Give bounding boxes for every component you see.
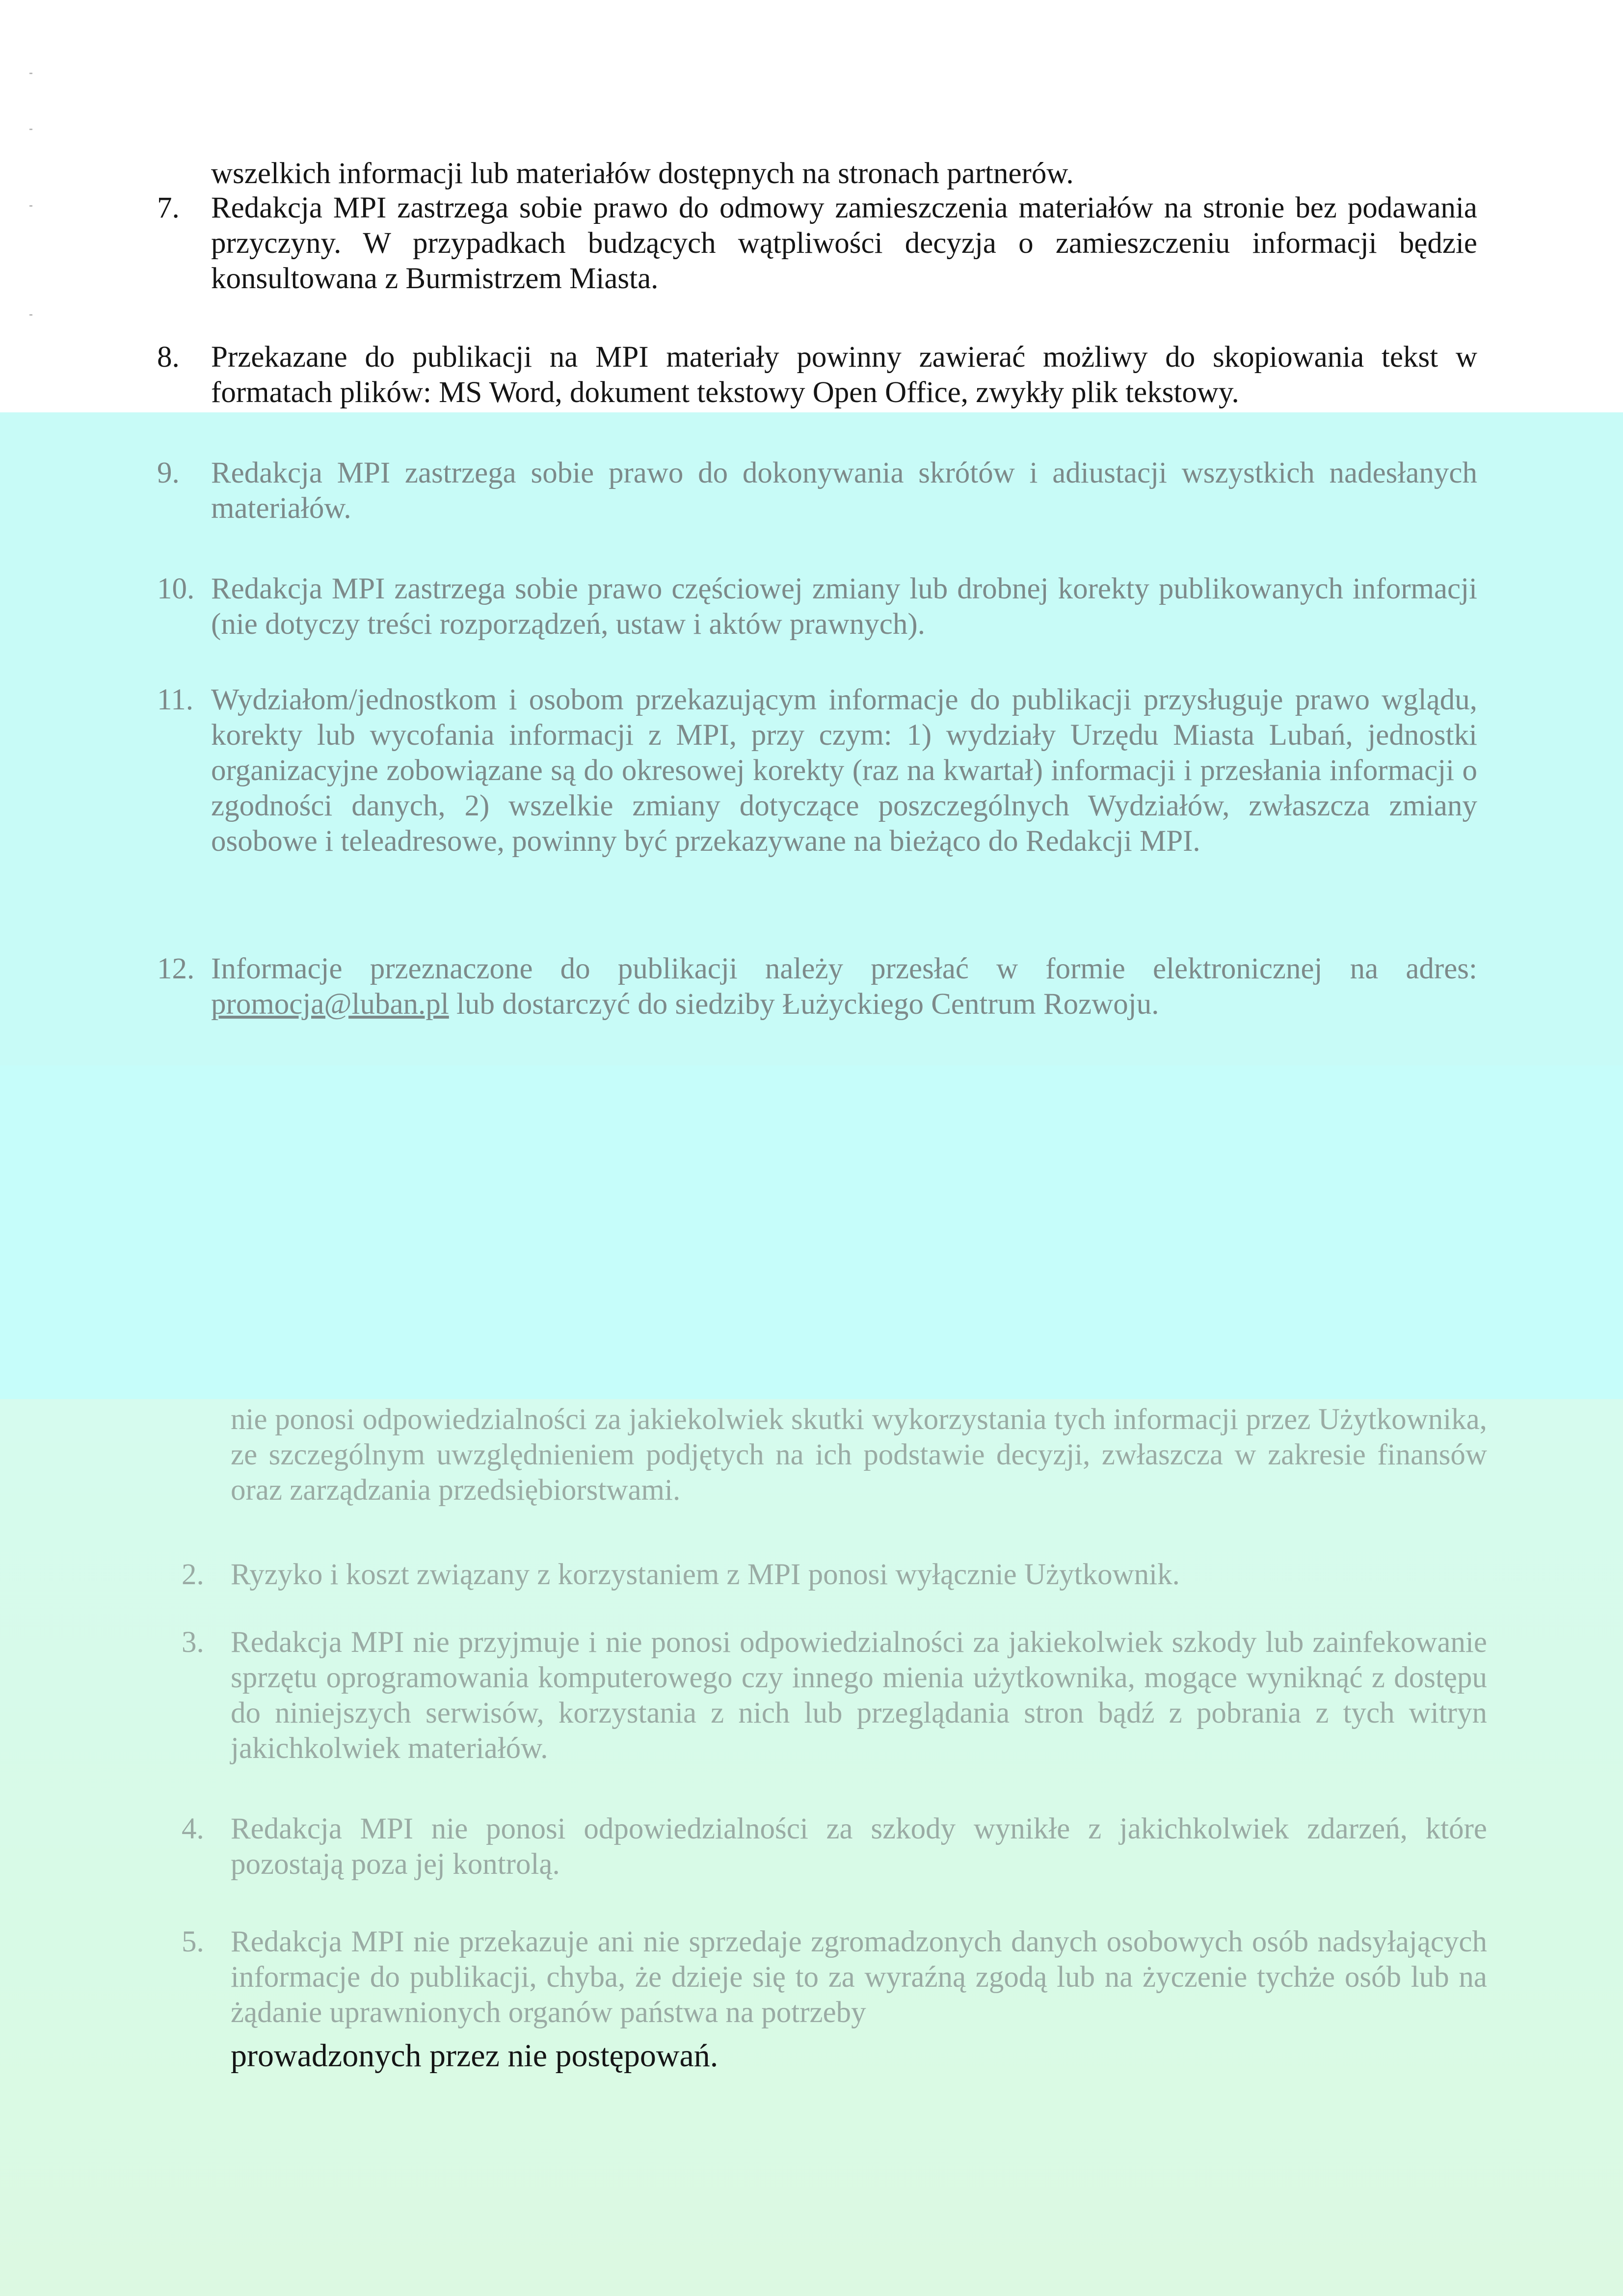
item-number: 3. (182, 1626, 204, 1659)
item-text: Redakcja MPI zastrzega sobie prawo częściowej zmiany lub drobnej korekty publikowanych informacji (nie dotyczy treści rozporządzeń, ustaw i aktów prawnych). (211, 572, 1477, 641)
item-number: 4. (182, 1812, 204, 1845)
list-item (157, 340, 1477, 418)
item-text: Redakcja MPI nie przyjmuje i nie ponosi odpowiedzialności za jakiekolwiek szkody lub zainfekowanie sprzętu oprogramowania komputerowego czy innego mienia użytkownika, mogące wyniknąć z dostępu do niniejszych serwisów, korzystania z nich lub przeglądania stron bądź z pobrania z tych witryn jakichkolwiek materiałów. (231, 1626, 1487, 1765)
list-item (182, 1557, 1487, 1601)
email-link[interactable]: promocja@luban.pl (211, 988, 449, 1021)
item-text: nie ponosi odpowiedzialności za jakiekolwiek skutki wykorzystania tych informacji przez Użytkownika, ze szczególnym uwzględnieniem podjętych na ich podstawie decyzji, zwłaszcza w zakresie finansów oraz zarządzania przedsiębiorstwami. (231, 1403, 1487, 1507)
list-item (182, 1924, 1487, 2042)
intro-line: wszelkich informacji lub materiałów dostępnych na stronach partnerów. (211, 157, 1074, 190)
item-text (211, 951, 1477, 1022)
item-number: 7. (157, 191, 180, 224)
item-text: Ryzyko i koszt związany z korzystaniem z MPI ponosi wyłącznie Użytkownik. (231, 1558, 1180, 1591)
final-line: prowadzonych przez nie postępowań. (231, 2038, 718, 2074)
item-number: 12. (157, 952, 195, 985)
item-number: 5. (182, 1925, 204, 1958)
scan-mark (29, 73, 32, 74)
item-text: Redakcja MPI zastrzega sobie prawo do odmowy zamieszczenia materiałów na stronie bez podawania przyczyny. W przypadkach budzących wątpliwości decyzja o zamieszczeniu informacji będzie konsultowana z Burmistrzem Miasta. (211, 191, 1477, 295)
item-text: Przekazane do publikacji na MPI materiały powinny zawierać możliwy do skopiowania tekst w formatach plików: MS Word, dokument tekstowy Open Office, zwykły plik tekstowy. (211, 341, 1477, 409)
item-text: Wydziałom/jednostkom i osobom przekazującym informacje do publikacji przysługuje prawo wglądu, korekty lub wycofania informacji z MPI, przy czym: 1) wydziały Urzędu Miasta Lubań, jednostki organizacyjne zobowiązane są do okresowej korekty (raz na kwartał) informacji i przesłania informacji o zgodności danych, 2) wszelkie zmiany dotyczące poszczególnych Wydziałów, zwłaszcza zmiany osobowe i teleadresowe, powinny być przekazywane na bieżąco do Redakcji MPI. (211, 683, 1477, 858)
list-item (157, 456, 1477, 534)
scan-mark (29, 314, 32, 316)
item-number: 11. (157, 683, 193, 716)
item-number: 10. (157, 572, 195, 605)
list-item (157, 190, 1477, 318)
item-text: Redakcja MPI nie ponosi odpowiedzialności za szkody wynikłe z jakichkolwiek zdarzeń, które pozostają poza jej kontrolą. (231, 1812, 1487, 1881)
list-item (182, 1811, 1487, 1890)
list-item (182, 1625, 1487, 1782)
list-item (182, 1402, 1487, 1520)
item-number: 9. (157, 457, 180, 489)
item-number: 8. (157, 341, 180, 374)
item-text: Redakcja MPI zastrzega sobie prawo do dokonywania skrótów i adiustacji wszystkich nadesłanych materiałów. (211, 457, 1477, 525)
item-text-part: lub dostarczyć do siedziby Łużyckiego Centrum Rozwoju. (449, 988, 1159, 1021)
list-item (157, 571, 1477, 650)
item-text: Redakcja MPI nie przekazuje ani nie sprzedaje zgromadzonych danych osobowych osób nadsyłających informacje do publikacji, chyba, że dzieje się to za wyraźną zgodą lub na życzenie tychże osób lub na żądanie uprawnionych organów państwa na potrzeby (231, 1925, 1487, 2029)
list-item (157, 682, 1477, 918)
tinted-region-middle (0, 1065, 1623, 1399)
scan-mark (29, 129, 32, 130)
item-text-part: Informacje przeznaczone do publikacji należy przesłać w formie elektronicznej na adres: (211, 952, 1477, 985)
list-item (157, 951, 1477, 1030)
scan-mark (29, 205, 32, 207)
item-number: 2. (182, 1558, 204, 1591)
